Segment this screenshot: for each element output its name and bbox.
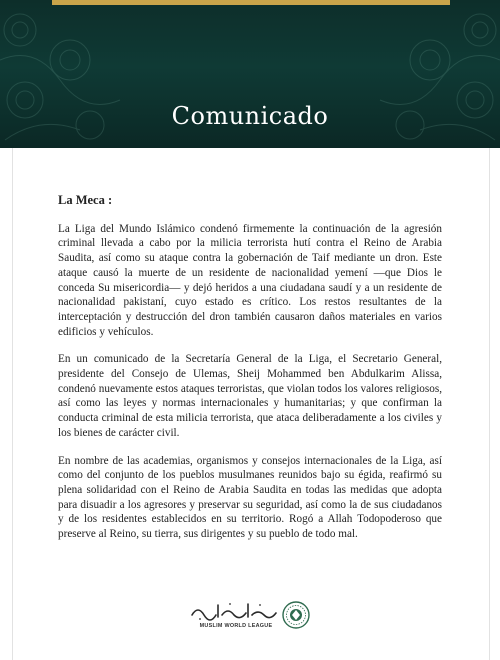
page-title: Comunicado [171, 102, 329, 130]
document-body [58, 193, 442, 555]
logo-caption: MUSLIM WORLD LEAGUE [199, 623, 273, 629]
dateline: La Meca : [58, 193, 113, 207]
mwl-emblem-icon [282, 601, 310, 629]
paragraph-2: En un comunicado de la Secretaría General de la Liga, el Secretario General, presidente del Consejo de Ulemas, Sheij Mohammed ben Abdulkarim Alissa, condenó nuevamente estos ataques terroristas, que violan todos los valores religiosos, así como las leyes y normas internacionales y humanitarias; y que confirman la conducta criminal de esta milicia terrorista, que ataca deliberadamente a los civiles y los bienes de carácter civil. [58, 353, 442, 439]
muslim-world-league-logo [190, 601, 312, 635]
paragraph-3: En nombre de las academias, organismos y consejos internacionales de la Liga, así como del conjunto de los pueblos musulmanes reunidos bajo su égida, reafirmó su plena solidaridad con el Reino de Arabia Saudita en todas las medidas que adopta para disuadir a los agresores y preservar su seguridad, así como la de sus ciudadanos y de los residentes establecidos en su territorio. Rogó a Allah Todopoderoso que preserve al Reino, su tierra, sus dirigentes y su pueblo de todo mal. [58, 454, 442, 541]
arabic-calligraphy-logo [190, 601, 278, 621]
paragraph-1: La Liga del Mundo Islámico condenó firmemente la continuación de la agresión criminal llevada a cabo por la milicia terrorista hutí contra el Reino de Arabia Saudita, así como su ataque contra la gobernación de Taif mediante un dron. Este ataque causó la muerte de un residente de nacionalidad yemení —que Dios le conceda Su misericordia— y dejó heridos a una ciudadana saudí y a un residente de nacionalidad pakistaní, cuyo estado es crítico. Los restos resultantes de la interceptación y destrucción del dron también causaron daños materiales en varios edificios y vehículos. [58, 222, 442, 338]
header-banner [0, 0, 500, 148]
